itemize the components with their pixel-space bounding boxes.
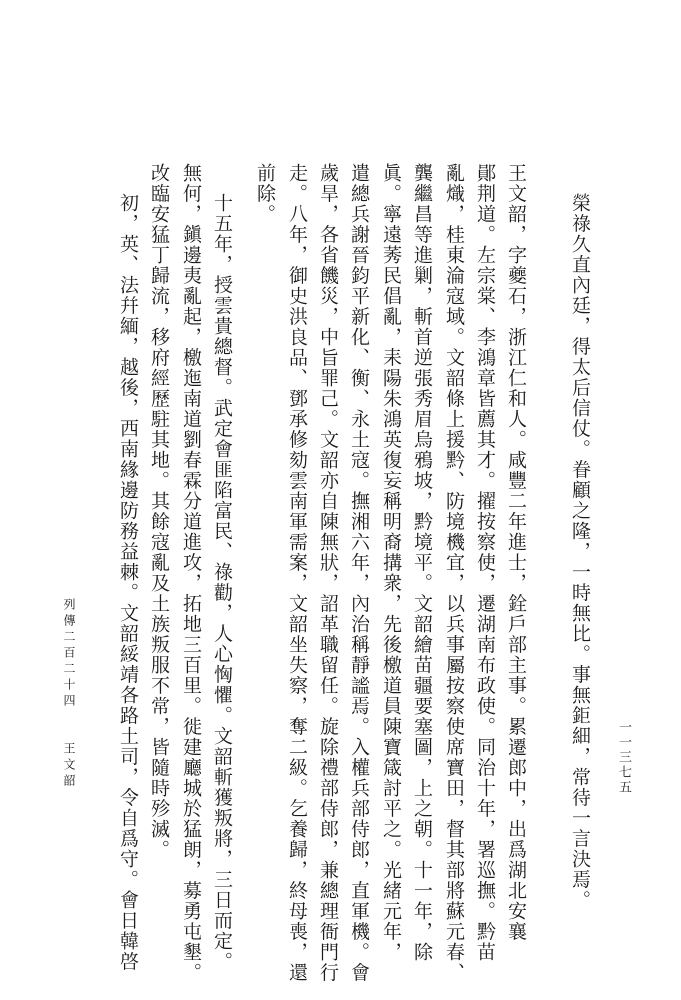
folio-number: 一一三七五 (616, 720, 631, 795)
text-column-11: 前除。 (254, 163, 276, 225)
running-head: 列傳二百二十四 王文韶 (62, 598, 76, 790)
text-column-14: 改臨安猛丁歸流，移府經歷駐其地。其餘寇亂及土族叛服不常，皆隨時殄滅。 (148, 163, 170, 860)
text-column-3: 王文韶，字夔石，浙江仁和人。咸豐二年進士，銓戶部主事。累遷郎中，出爲湖北安襄 (505, 163, 527, 942)
text-column-9: 歲旱，各省饑災，中旨罪己。文韶亦自陳無狀，詔革職留任。旋除禮部侍郎，兼總理衙門行 (317, 163, 339, 983)
text-column-15: 初，英、法幷緬，越後，西南緣邊防務益棘。文韶綏靖各路土司，令自爲守。會日韓啓 (117, 193, 139, 972)
text-column-5: 亂熾，桂東淪寇域。文韶條上援黔、防境機宜，以兵事屬按察使席寶田，督其部將蘇元春、 (443, 163, 465, 983)
text-column-1: 榮祿久直內廷，得太后信仗。眷顧之隆，一時無比。事無鉅細，常待一言決焉。 (569, 193, 591, 911)
text-column-6: 龔繼昌等進剿，斬首逆張秀眉烏鴉坡，黔境平。文韶繪苗疆要塞圖，上之朝。十一年，除 (411, 163, 433, 963)
text-column-13: 無何，鎭邊夷亂起，檄迤南道劉春霖分道進攻，拓地三百里。徙建廳城於猛朗，募勇屯墾。 (180, 163, 202, 983)
text-column-4: 鄖荆道。左宗棠、李鴻章皆薦其才。擢按察使，遷湖南布政使。同治十年，署巡撫。黔苗 (474, 163, 496, 963)
text-column-7: 眞。寧遠莠民倡亂，耒陽朱鴻英復妄稱明裔搆衆，先後檄道員陳寶箴討平之。光緒元年， (380, 163, 402, 963)
text-column-8: 遣總兵謝晉鈞平新化、衡、永土寇。撫湘六年，內治稱靜謐焉。入權兵部侍郎，直軍機。會 (348, 163, 370, 983)
text-column-12: 十五年，授雲貴總督。武定會匪陷富民、祿勸，人心恟懼。文韶斬獲叛將，三日而定。 (211, 193, 233, 972)
text-column-10: 走。八年，御史洪良品、鄧承修劾雲南軍需案，文韶坐失察，奪二級。乞養歸，終母喪，還 (286, 163, 308, 983)
